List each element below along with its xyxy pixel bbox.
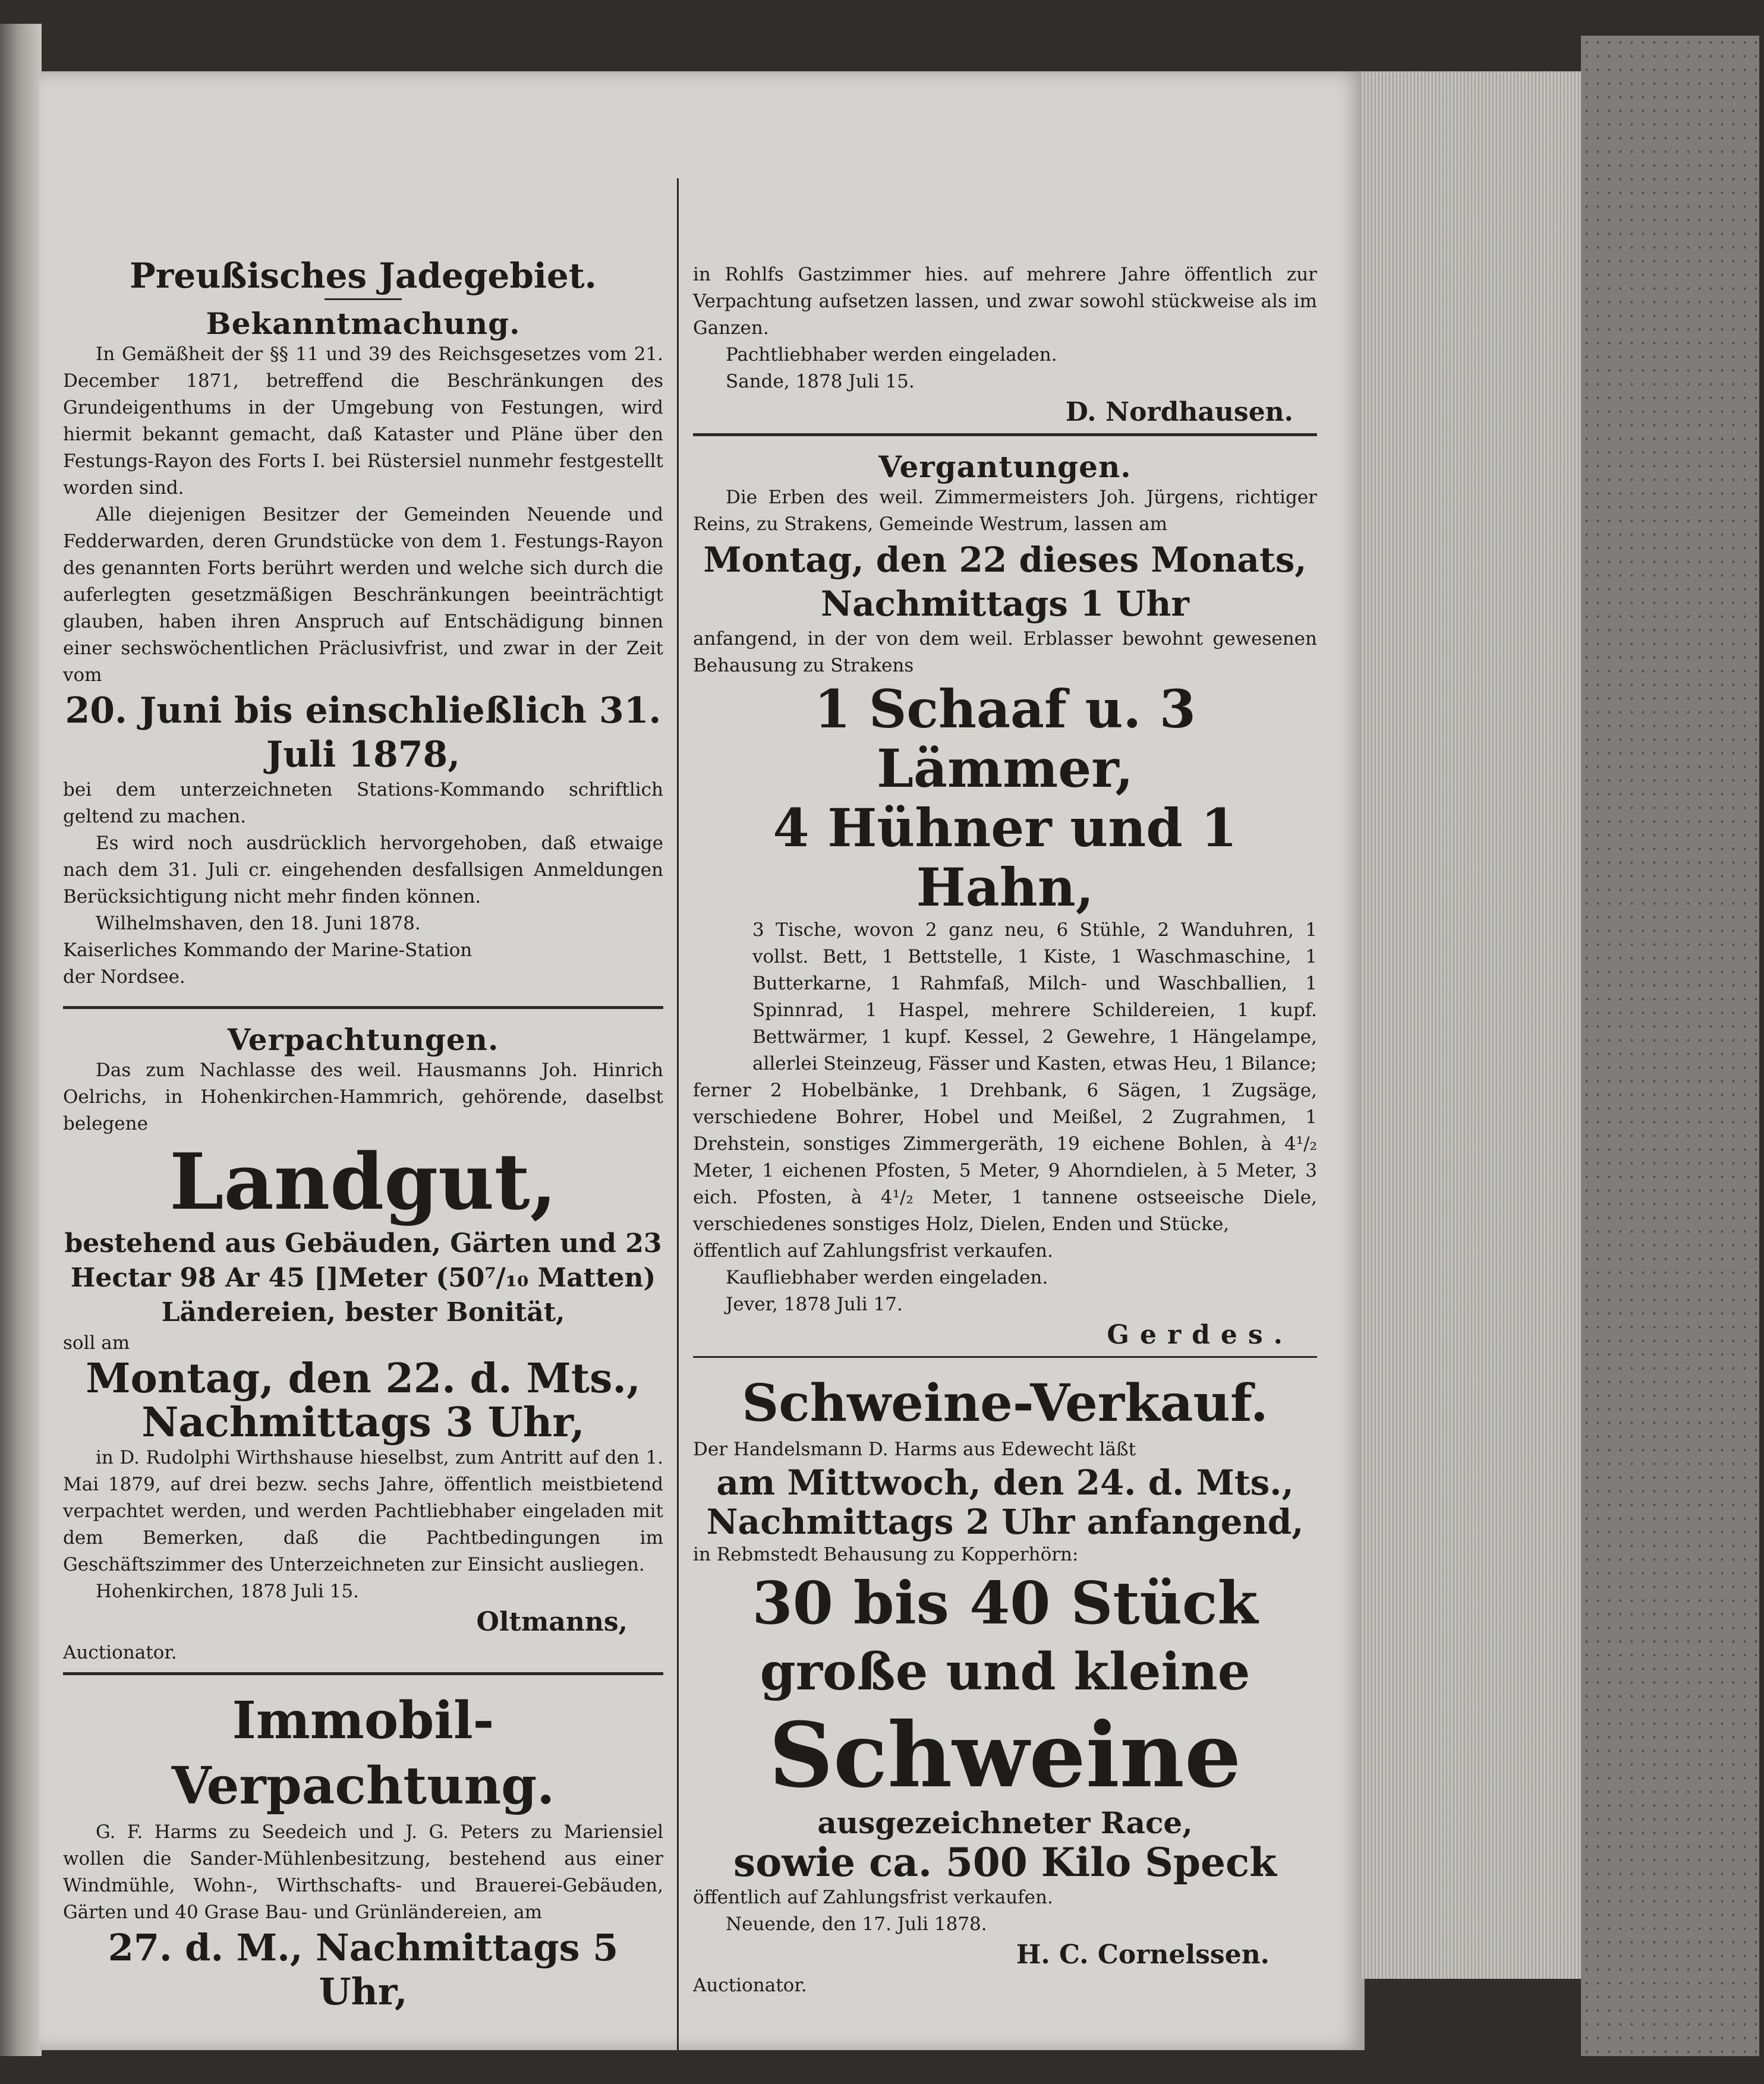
lease-signature-title: Auctionator. xyxy=(63,1642,177,1663)
pig-sale-para: in Rebmstedt Behausung zu Kopperhörn: xyxy=(693,1544,1079,1565)
auction-items: 3 Tische, wovon 2 ganz neu, 6 Stühle, 2 Wanduhren, 1 vollst. Bett, 1 Bettstelle, 1 Kiste, 1 Waschmaschine, 1 Butterkarne, 1 Rahmfaß, Milch- und Waschballien, 1 Spinnrad, 1 Haspel, mehrere Schildereien, 1 kupf. Bettwärmer, 1 kupf. Kessel, 2 Gewehre, 1 Hängelampe, allerlei Steinzeug, Fässer und Kasten, etwas Heu, 1 Bilance; xyxy=(752,919,1317,1074)
auction-animals: 1 Schaaf u. 3 Lämmer, xyxy=(814,678,1196,799)
pig-sale-place: Neuende, den 17. Juli 1878. xyxy=(726,1913,987,1935)
lease-date: Montag, den 22. d. Mts., xyxy=(86,1355,641,1402)
auction-para: öffentlich auf Zahlungsfrist verkaufen. xyxy=(693,1240,1053,1262)
pig-sale-para: Der Handelsmann D. Harms aus Edewecht läßt xyxy=(693,1439,1136,1460)
pig-sale-count: 30 bis 40 Stück xyxy=(752,1569,1258,1638)
pig-sale-line: ausgezeichneter Race, xyxy=(817,1805,1193,1840)
lease-big-title: Landgut, xyxy=(169,1136,557,1227)
auction-para: anfangend, in der von dem weil. Erblasser bewohnt gewesenen Behausung zu Strakens xyxy=(693,628,1317,676)
divider xyxy=(63,1006,663,1009)
notice-para: bei dem unterzeichneten Stations-Kommando schriftlich geltend zu machen. xyxy=(63,779,663,827)
auction-signature: Gerdes. xyxy=(1107,1320,1293,1350)
lease-para: in D. Rudolphi Wirthshause hieselbst, zum Antritt auf den 1. Mai 1879, auf drei bezw. sechs Jahre, öffentlich meistbietend verpachtet werden, und werden Pachtliebhaber eingeladen mit dem Bemerken, daß die Pachtbedingungen im Geschäftszimmer des Unterzeichneten zur Einsicht ausliegen. xyxy=(63,1447,663,1575)
auction-para: Die Erben des weil. Zimmermeisters Joh. Jürgens, richtiger Reins, zu Strakens, Gemeinde Westrum, lassen am xyxy=(693,487,1317,535)
lease-desc: Hectar 98 Ar 45 []Meter (50⁷/₁₀ Matten) xyxy=(70,1263,656,1293)
auction-items: ferner 2 Hobelbänke, 1 Drehbank, 6 Sägen, 1 Zugsäge, verschiedene Bohrer, Hobel und Meißel, 2 Zugrahmen, 1 Drehstein, sonstiges Zimmergeräth, 19 eichene Bohlen, à 4¹/₂ Meter, 1 eichenen Pfosten, 5 Meter, 9 Ahorndielen, à 5 Meter, 3 eich. Pfosten, à 4¹/₂ Meter, 1 tannene ostseeische Diele, verschiedenes sonstiges Holz, Dielen, Enden und Stücke, xyxy=(693,1080,1317,1235)
immobil-heading: Immobil-Verpachtung. xyxy=(171,1691,555,1816)
lease-time: Nachmittags 3 Uhr, xyxy=(141,1399,585,1446)
lease-para: soll am xyxy=(63,1332,130,1354)
lease-heading: Verpachtungen. xyxy=(227,1022,499,1057)
auction-animals: 4 Hühner und 1 Hahn, xyxy=(773,797,1237,918)
notice-signature: Kaiserliches Kommando der Marine-Station xyxy=(63,939,472,961)
column-rule xyxy=(677,178,679,2050)
auction-time: Nachmittags 1 Uhr xyxy=(821,584,1189,624)
pig-sale-size: große und kleine xyxy=(760,1642,1250,1702)
lease-cont-signature: D. Nordhausen. xyxy=(1065,397,1293,427)
lease-cont-para: in Rohlfs Gastzimmer hies. auf mehrere Jahre öffentlich zur Verpachtung aufsetzen lassen, und zwar sowohl stückweise als im Ganzen. xyxy=(693,264,1317,339)
masthead: Preußisches Jadegebiet. xyxy=(130,256,597,296)
divider xyxy=(693,433,1317,436)
masthead-rule xyxy=(325,298,402,300)
pig-sale-title: Schweine xyxy=(768,1703,1242,1808)
notice-place: Wilhelmshaven, den 18. Juni 1878. xyxy=(96,913,421,934)
book-cover xyxy=(1581,36,1759,2056)
pig-sale-line: sowie ca. 500 Kilo Speck xyxy=(733,1839,1277,1886)
right-column xyxy=(693,178,1317,2050)
pig-sale-signature: H. C. Cornelssen. xyxy=(1016,1940,1270,1970)
lease-para: Das zum Nachlasse des weil. Hausmanns Joh. Hinrich Oelrichs, in Hohenkirchen-Hammrich, gehörende, daselbst belegene xyxy=(63,1060,663,1134)
notice-signature: der Nordsee. xyxy=(63,966,185,988)
notice-heading: Bekanntmachung. xyxy=(206,306,521,341)
lease-cont-place: Sande, 1878 Juli 15. xyxy=(726,371,915,392)
lease-signature: Oltmanns, xyxy=(476,1607,628,1637)
page-edges xyxy=(1361,71,1587,1979)
pig-sale-date: am Mittwoch, den 24. d. Mts., xyxy=(716,1462,1294,1503)
lease-desc: Ländereien, bester Bonität, xyxy=(161,1297,565,1328)
divider xyxy=(693,1356,1317,1358)
auction-date: Montag, den 22 dieses Monats, xyxy=(703,540,1307,580)
pig-sale-time: Nachmittags 2 Uhr anfangend, xyxy=(706,1502,1304,1542)
left-column xyxy=(63,178,663,2050)
book-spine xyxy=(0,24,42,2056)
auction-place: Jever, 1878 Juli 17. xyxy=(726,1294,903,1315)
newspaper-page xyxy=(39,71,1365,2050)
notice-dates: 20. Juni bis einschließlich 31. Juli 1878, xyxy=(65,690,662,775)
notice-para: Alle diejenigen Besitzer der Gemeinden Neuende und Fedderwarden, deren Grundstücke von dem 1. Festungs-Rayon des genannten Forts berührt werden und welche sich durch die auferlegten gesetzmäßigen Beschränkungen beeinträchtigt glauben, haben ihren Anspruch auf Entschädigung binnen einer sechswöchentlichen Präclusivfrist, und zwar in der Zeit vom xyxy=(63,504,663,686)
divider xyxy=(63,1672,663,1675)
pig-sale-signature-title: Auctionator. xyxy=(693,1975,807,1996)
auction-heading: Vergantungen. xyxy=(878,449,1132,484)
pig-sale-para: öffentlich auf Zahlungsfrist verkaufen. xyxy=(693,1887,1053,1908)
lease-place: Hohenkirchen, 1878 Juli 15. xyxy=(96,1581,359,1602)
pig-sale-heading: Schweine-Verkauf. xyxy=(742,1373,1268,1433)
notice-para: Es wird noch ausdrücklich hervorgehoben, daß etwaige nach dem 31. Juli cr. eingehenden desfallsigen Anmeldungen Berücksichtigung nicht mehr finden können. xyxy=(63,833,663,907)
immobil-para: G. F. Harms zu Seedeich und J. G. Peters zu Mariensiel wollen die Sander-Mühlenbesitzung, bestehend aus einer Windmühle, Wohn-, Wirthschafts- und Brauerei-Gebäuden, Gärten und 40 Grase Bau- und Grünländereien, am xyxy=(63,1821,663,1923)
notice-para: In Gemäßheit der §§ 11 und 39 des Reichsgesetzes vom 21. December 1871, betreffend die Beschränkungen des Grundeigenthums in der Umgebung von Festungen, wird hiermit bekannt gemacht, daß Kataster und Pläne über den Festungs-Rayon des Forts I. bei Rüstersiel nunmehr festgestellt worden sind. xyxy=(63,343,663,499)
immobil-date: 27. d. M., Nachmittags 5 Uhr, xyxy=(108,1926,619,2013)
lease-desc: bestehend aus Gebäuden, Gärten und 23 xyxy=(64,1228,662,1259)
lease-cont-para: Pachtliebhaber werden eingeladen. xyxy=(726,344,1057,365)
auction-para: Kaufliebhaber werden eingeladen. xyxy=(726,1267,1048,1288)
